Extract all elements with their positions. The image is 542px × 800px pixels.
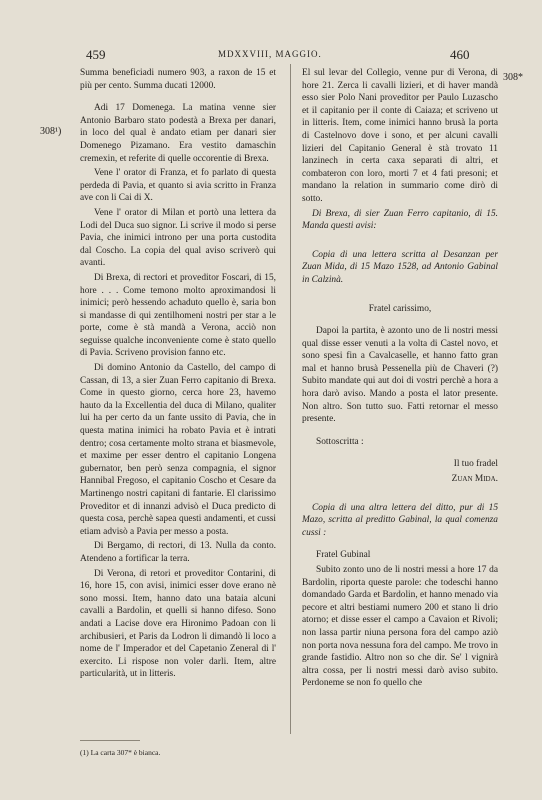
page-header xyxy=(0,47,542,63)
paragraph: Vene l' orator di Franza, et fo parlato di questa perdeda di Pavia, et quanto si avia scritto in Franza ave con li Cai di X. xyxy=(80,168,276,204)
section-heading: Di Brexa, di sier Zuan Ferro capitanio, di 15. Manda questi avisi: xyxy=(302,208,498,232)
left-column xyxy=(80,67,276,683)
letter-heading: Copia di una lettera scritta al Desanzan per Zuan Mida, di 15 Mazo 1528, ad Antonio Gabinal in Calzinà. xyxy=(302,249,498,285)
paragraph: Di Bergamo, di rectori, di 13. Nulla da conto. Atendeno a fortificar la terra. xyxy=(80,541,276,564)
page-number-right: 460 xyxy=(450,47,470,62)
paragraph: Di Brexa, di rectori et proveditor Foscari, di 15, hore . . . Come temono molto aproximandosi li inimici; però hessendo achaduto quello è, saria bon si mandasse di qui zentilhomeni nostri per star a le porte, come è stà mandà a Verona, acciò non seguisse qualche inconveniente come è stato quello di Pavia. Scriveno provision fanno etc. xyxy=(80,272,276,359)
margin-note-right: 308* xyxy=(503,72,523,83)
paragraph: Di Verona, di retori et proveditor Contarini, di 16, hore 15, con avisi, inimici esser dove erano nè sono mossi. Item, hanno dato una bataia alcuni cavalli a Bardolin, et quelli si hanno difeso. Sono andati a Lacise dove era Hironimo Padoan con li archibusieri, et Paris da Lodron li dimandò li loco a nome de l' Imperador et del Capetanio Zeneral di l' exercito. Li rispose non voler darli. Item, altre particularità, ut in litteris. xyxy=(80,568,276,680)
margin-note-left: 308¹) xyxy=(40,126,62,137)
signer: Zuan Mida. xyxy=(451,474,498,485)
running-title: MDXXVIII, MAGGIO. xyxy=(218,49,322,59)
footnote-rule xyxy=(80,740,140,741)
paragraph: Summa beneficiadi numero 903, a raxon de 15 et più per cento. Summa ducati 12000. xyxy=(80,68,276,91)
right-column xyxy=(302,67,498,692)
footnote: (1) La carta 307* è bianca. xyxy=(80,748,161,757)
paragraph: El sul levar del Collegio, venne pur di Verona, di hore 21. Zerca li cavalli lizieri, et di haver mandà esso sier Polo Nani proveditor per Paulo Luzascho et il capitanio per il conte di Caiaza; et scriveno ut in litteris. Item, come inimici hanno brusà la porta di Castelnovo dove i sono, et per alcuni cavalli lizieri del Capitanio General è stà trovato 11 lanzinech in certa caxa separati di altri, et combateron con loro, morti 7 et 4 fati presoni; et mandano la relation in summario come dirò di sotto. xyxy=(302,68,498,204)
paragraph: Di domino Antonio da Castello, del campo di Cassan, di 13, a sier Zuan Ferro capitanio di Brexa. Come in questo giorno, cerca hore 23, havemo hauto da la Excellentia del duca di Milano, qualiter lui ha per certo da un fante ussito di Pavia, che in questa matina inimici ha robato Pavia et è intrati dentro; cosa certamente molto strana et biasmevole, et maxime per esser dentro el capitanio Longena gubernator, ben però senza compagnia, el signor Hannibal Fregoso, el capitanio Coscho et Cesare da Martinengo nostri capitani di fantarie. El clarissimo Proveditor et di innanzi advisò el Duca predicto di questa cosa, perchè sapea questi andamenti, et cussi etiam advisò a Pavia per messo a posta. xyxy=(80,363,276,537)
letter-body: Dapoi la partita, è azonto uno de li nostri messi qual disse esser venuti a la volta di Castel novo, et sono spesi fin a Cavalcaselle, et hanno fatto gran mal et hanno brusà Pessenella più de Chaveri (?) Subito mandate qui aut doi di vostri perchè a hora a hora darò aviso. Mando a posta el lator presente. Non altro. Son tutto suo. Fatti retornar el messo presente. xyxy=(302,326,498,425)
paragraph: Adi 17 Domenega. La matina venne sier Antonio Barbaro stato podestà a Brexa per danari, in loco del qual è andato etiam per danari sier Domenego Pizamano. Era vestito damaschin cremexin, et referite di quelle occorentie di Brexa. xyxy=(80,103,276,164)
letter-heading: Copia di una altra lettera del ditto, pur di 15 Mazo, scritta al preditto Gabinal, la qual comenza cussi : xyxy=(302,502,498,538)
paragraph: Vene l' orator di Milan et portò una lettera da Lodi del Duca suo signor. Li scrive il modo si perse Pavia, che inimici introno per una porta custodita dal Coscho. La copia del qual aviso scriverò qui avanti. xyxy=(80,207,276,269)
signoff: Il tuo fradel xyxy=(453,459,498,470)
salutation: Fratel Gubinal xyxy=(316,550,371,561)
signed-label: Sottoscritta : xyxy=(316,436,364,447)
letter-body: Subito zonto uno de li nostri messi a hore 17 da Bardolin, riporta queste parole: che todeschi hanno domandado Garda et Bardolin, et hanno menado via pecore et altri bestiami numero 200 et stano li drio atorno; et disse esser el campo a Cavaion et Rivoli; non lassa partir niuna persona fora del campo aziò non porta nova nessuna fora del campo. Me trovo in grande fastidio. Altro non so che dir. Se' l vignirà altra cossa, per li nostri messi darò aviso subito. Perdoneme se non fo quello che xyxy=(302,565,498,689)
salutation: Fratel carissimo, xyxy=(368,303,432,314)
page-number-left: 459 xyxy=(86,47,106,62)
column-divider xyxy=(290,64,291,734)
